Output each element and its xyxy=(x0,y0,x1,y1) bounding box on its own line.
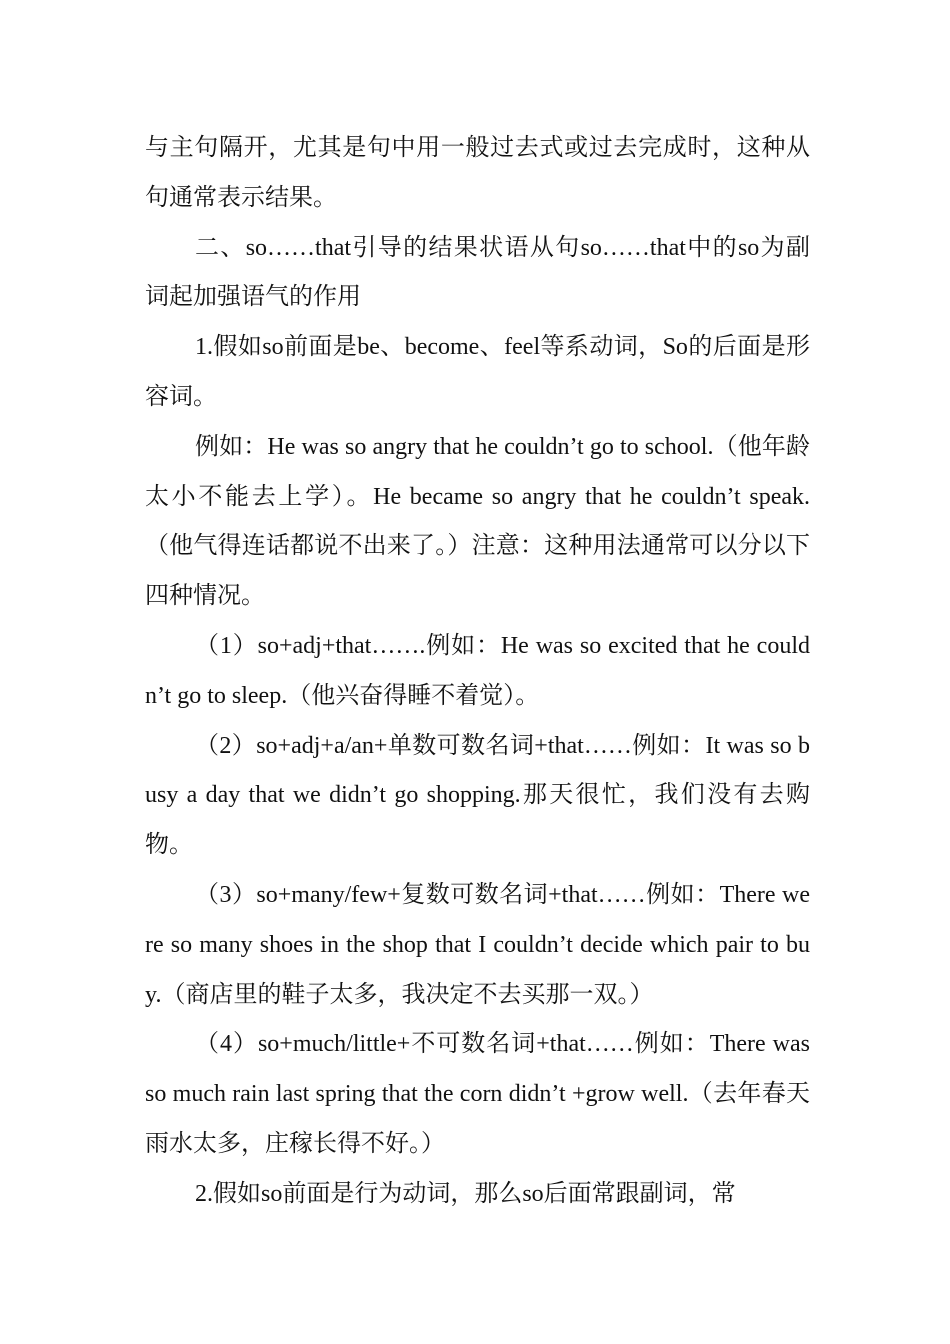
paragraph-section-heading: 二、so……that引导的结果状语从句so……that中的so为副词起加强语气的作用 xyxy=(145,234,810,311)
document-body xyxy=(145,124,810,1220)
paragraph-case-3: （3）so+many/few+复数可数名词+that……例如：There were so many shoes in the shop that I couldn’t decide which pair to buy.（商店里的鞋子太多，我决定不去买那一双。） xyxy=(145,881,810,1008)
paragraph-examples: 例如：He was so angry that he couldn’t go to school.（他年龄太小不能去上学）。He became so angry that he couldn’t speak.（他气得连话都说不出来了。）注意：这种用法通常可以分以下四种情况。 xyxy=(145,433,810,610)
paragraph-case-2: （2）so+adj+a/an+单数可数名词+that……例如：It was so busy a day that we didn’t go shopping.那天很忙，我们没有去购物。 xyxy=(145,732,810,859)
paragraph-point-2: 2.假如so前面是行为动词，那么so后面常跟副词，常 xyxy=(195,1180,736,1207)
paragraph-case-4: （4）so+much/little+不可数名词+that……例如：There was so much rain last spring that the corn didn’t +grow well.（去年春天雨水太多，庄稼长得不好。） xyxy=(145,1031,810,1157)
paragraph-continuation: 与主句隔开，尤其是句中用一般过去式或过去完成时，这种从句通常表示结果。 xyxy=(145,135,810,211)
paragraph-point-1: 1.假如so前面是be、become、feel等系动词，So的后面是形容词。 xyxy=(145,334,810,410)
paragraph-case-1: （1）so+adj+that…….例如：He was so excited that he couldn’t go to sleep.（他兴奋得睡不着觉）。 xyxy=(145,632,810,709)
